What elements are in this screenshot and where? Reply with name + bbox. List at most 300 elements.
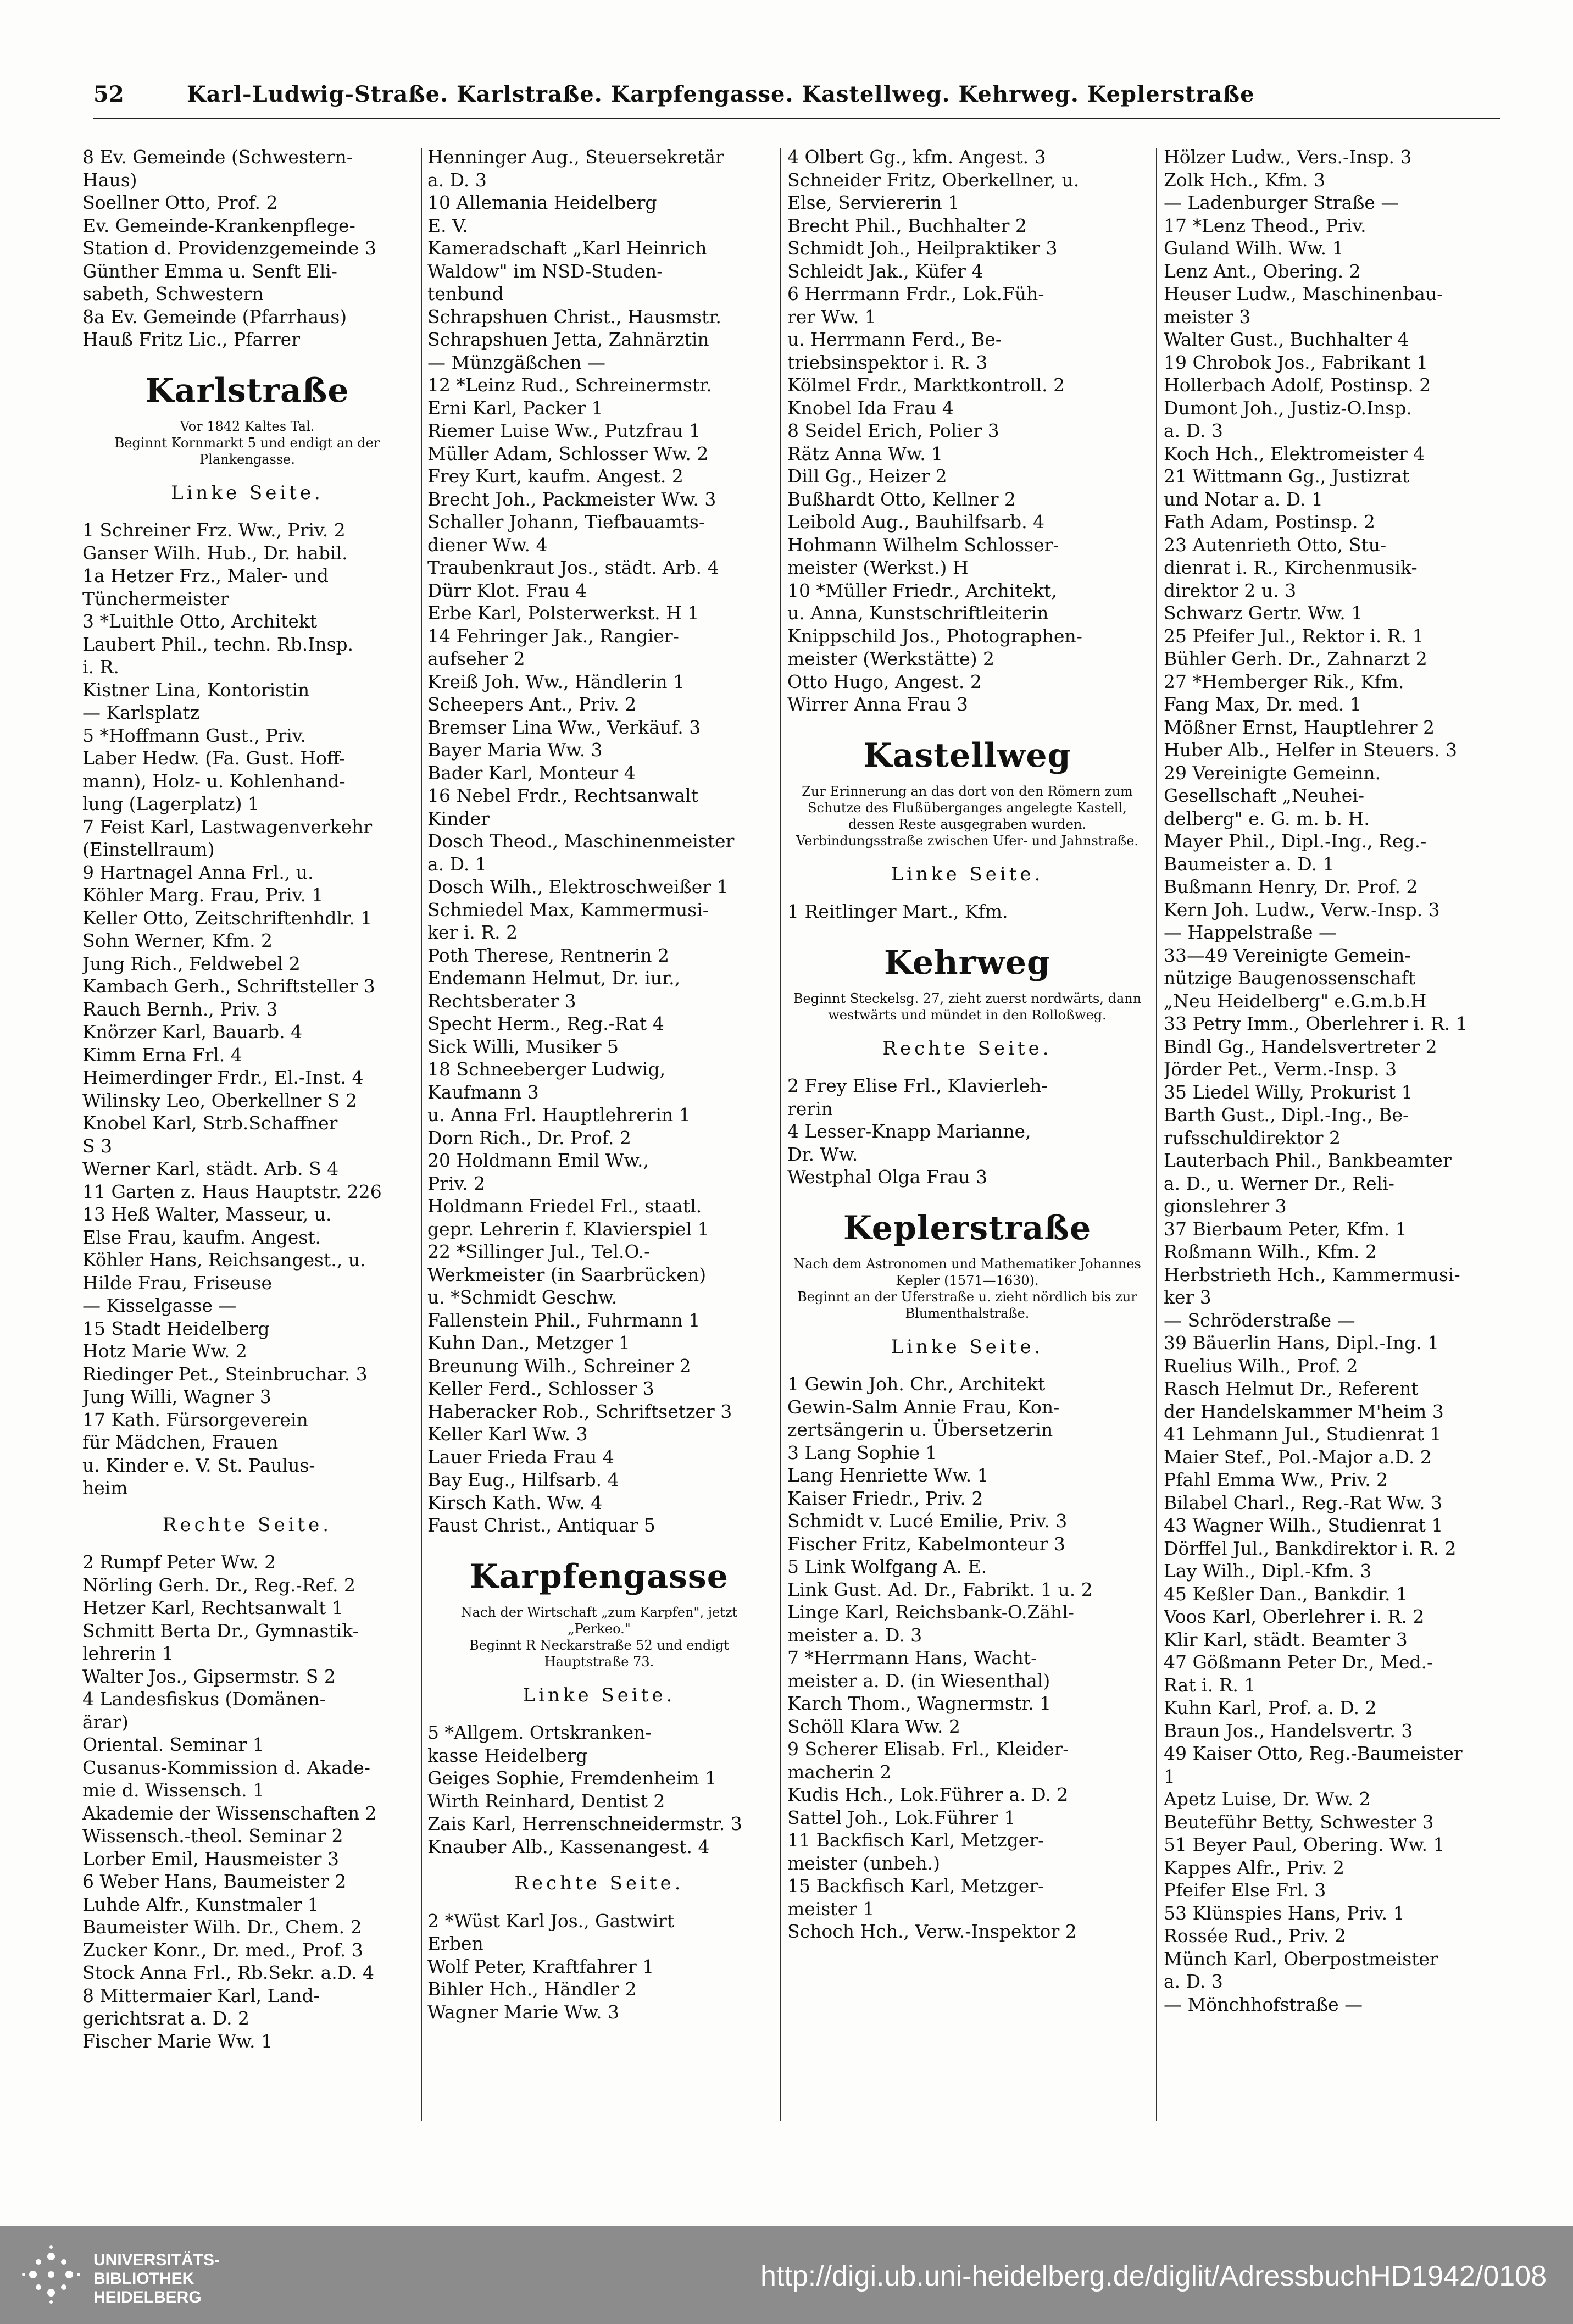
directory-entry: Walter Gust., Buchhalter 4 (1164, 329, 1409, 350)
header-rule (93, 118, 1500, 119)
directory-entry: Keller Otto, Zeitschriftenhdlr. 1 (82, 907, 373, 929)
directory-entry: a. D. 3 (1164, 1971, 1223, 1992)
directory-entry: Kuhn Dan., Metzger 1 (427, 1332, 630, 1354)
street-note: Vor 1842 Kaltes Tal. (180, 418, 315, 434)
directory-entry: Bühler Gerh. Dr., Zahnarzt 2 (1164, 648, 1427, 669)
column-divider (780, 148, 781, 2121)
directory-entry: 9 Hartnagel Anna Frl., u. (82, 861, 314, 883)
directory-entry: Akademie der Wissenschaften 2 (82, 1802, 377, 1824)
directory-entry: u. Kinder e. V. St. Paulus- (82, 1454, 315, 1476)
directory-entry: Zucker Konr., Dr. med., Prof. 3 (82, 1939, 363, 1961)
directory-entry: direktor 2 u. 3 (1164, 579, 1297, 601)
directory-entry: a. D. 3 (1164, 420, 1223, 441)
directory-entry: 6 Herrmann Frdr., Lok.Füh- (787, 283, 1044, 304)
directory-entry: 17 Kath. Fürsorgeverein (82, 1408, 308, 1430)
directory-entry: Poth Therese, Rentnerin 2 (427, 944, 670, 966)
directory-entry: 23 Autenrieth Otto, Stu- (1164, 534, 1387, 556)
directory-entry: Kirsch Kath. Ww. 4 (427, 1491, 603, 1513)
street-heading: Karpfengasse (470, 1557, 729, 1596)
directory-entry: Pfahl Emma Ww., Priv. 2 (1164, 1469, 1388, 1490)
directory-entry: Apetz Luise, Dr. Ww. 2 (1164, 1788, 1371, 1810)
directory-entry: Kinder (427, 807, 490, 829)
directory-entry: Riedinger Pet., Steinbruchar. 3 (82, 1363, 368, 1385)
directory-entry: u. *Schmidt Geschw. (427, 1286, 618, 1308)
directory-entry: Bilabel Charl., Reg.-Rat Ww. 3 (1164, 1491, 1443, 1513)
directory-entry: Nörling Gerh. Dr., Reg.-Ref. 2 (82, 1574, 355, 1596)
directory-entry: Knippschild Jos., Photographen- (787, 625, 1082, 647)
directory-entry: Laubert Phil., techn. Rb.Insp. (82, 633, 354, 655)
directory-entry: Gesellschaft „Neuhei- (1164, 785, 1365, 806)
directory-entry: Kambach Gerh., Schriftsteller 3 (82, 975, 375, 997)
directory-entry: sabeth, Schwestern (82, 283, 264, 304)
directory-entry: Sohn Werner, Kfm. 2 (82, 930, 273, 951)
directory-entry: dienrat i. R., Kirchenmusik- (1164, 557, 1418, 578)
street-note: Beginnt an der Uferstraße u. zieht nördlich bis zur Blumenthalstraße. (797, 1289, 1137, 1321)
directory-entry: Frey Kurt, kaufm. Angest. 2 (427, 465, 683, 487)
directory-entry: Schneider Fritz, Oberkellner, u. (787, 169, 1080, 191)
directory-entry: Kölmel Frdr., Marktkontroll. 2 (787, 374, 1065, 396)
directory-entry: Jung Rich., Feldwebel 2 (82, 952, 301, 974)
directory-entry: Schwarz Gertr. Ww. 1 (1164, 602, 1363, 624)
page-header (93, 81, 1500, 114)
directory-entry: Müller Adam, Schlosser Ww. 2 (427, 442, 709, 464)
directory-entry: 53 Klünspies Hans, Priv. 1 (1164, 1902, 1405, 1924)
directory-entry: 18 Schneeberger Ludwig, (427, 1058, 666, 1080)
directory-entry: Zolk Hch., Kfm. 3 (1164, 169, 1325, 191)
directory-entry: 49 Kaiser Otto, Reg.-Baumeister (1164, 1743, 1463, 1764)
directory-entry: a. D. 1 (427, 853, 487, 875)
side-label: Linke Seite. (171, 481, 324, 504)
directory-entry: Henninger Aug., Steuersekretär (427, 146, 724, 168)
library-footer (0, 2226, 1573, 2324)
directory-entry: Endemann Helmut, Dr. iur., (427, 967, 681, 989)
directory-entry: Rasch Helmut Dr., Referent (1164, 1378, 1419, 1399)
directory-entry: meister (unbeh.) (787, 1852, 941, 1874)
directory-entry: Schaller Johann, Tiefbauamts- (427, 511, 705, 533)
directory-entry: Otto Hugo, Angest. 2 (787, 670, 982, 692)
directory-entry: — Ladenburger Straße — (1164, 192, 1399, 213)
directory-entry: Dr. Ww. (787, 1143, 858, 1165)
directory-entry: 5 *Allgem. Ortskranken- (427, 1722, 652, 1743)
directory-entry: Rat i. R. 1 (1164, 1674, 1256, 1696)
directory-entry: Guland Wilh. Ww. 1 (1164, 237, 1344, 259)
directory-entry: Hohmann Wilhelm Schlosser- (787, 534, 1059, 556)
directory-entry: Werner Karl, städt. Arb. S 4 (82, 1158, 339, 1179)
directory-entry: ärar) (82, 1711, 129, 1733)
directory-entry: Knobel Karl, Strb.Schaffner (82, 1112, 338, 1134)
running-title: Karl-Ludwig-Straße. Karlstraße. Karpfengasse. Kastellweg. Kehrweg. Keplerstraße (187, 81, 1255, 107)
directory-entry: Rechtsberater 3 (427, 990, 576, 1012)
street-note: Nach der Wirtschaft „zum Karpfen", jetzt „Perkeo." (460, 1604, 738, 1637)
directory-entry: Link Gust. Ad. Dr., Fabrikt. 1 u. 2 (787, 1578, 1093, 1600)
directory-entry: Pfeifer Else Frl. 3 (1164, 1879, 1326, 1901)
directory-entry: a. D. 3 (427, 169, 487, 191)
directory-entry: Günther Emma u. Senft Eli- (82, 260, 337, 282)
directory-entry: Specht Herm., Reg.-Rat 4 (427, 1013, 664, 1034)
directory-entry: u. Anna, Kunstschriftleiterin (787, 602, 1049, 624)
street-heading: Karlstraße (145, 371, 349, 410)
directory-entry: Bußhardt Otto, Kellner 2 (787, 488, 1016, 510)
directory-entry: Lang Henriette Ww. 1 (787, 1465, 989, 1486)
directory-entry: meister (Werkst.) H (787, 557, 969, 578)
directory-entry: meister a. D. 3 (787, 1624, 922, 1646)
directory-entry: „Neu Heidelberg" e.G.m.b.H (1164, 990, 1427, 1012)
directory-entry: u. Herrmann Ferd., Be- (787, 329, 1002, 350)
directory-entry: Hollerbach Adolf, Postinsp. 2 (1164, 374, 1431, 396)
directory-entry: Kameradschaft „Karl Heinrich (427, 237, 707, 259)
column-1 (82, 146, 412, 2129)
directory-entry: Kern Joh. Ludw., Verw.-Insp. 3 (1164, 898, 1440, 920)
directory-entry: gerichtsrat a. D. 2 (82, 2007, 250, 2029)
directory-entry: Keller Karl Ww. 3 (427, 1423, 588, 1445)
directory-entry: rufsschuldirektor 2 (1164, 1127, 1341, 1149)
directory-entry: Köhler Marg. Frau, Priv. 1 (82, 884, 324, 906)
directory-entry: 5 *Hoffmann Gust., Priv. (82, 724, 307, 746)
street-note: Nach dem Astronomen und Mathematiker Johannes Kepler (1571—1630). (793, 1256, 1141, 1288)
directory-entry: 1 (1164, 1765, 1175, 1787)
directory-entry: 37 Bierbaum Peter, Kfm. 1 (1164, 1218, 1407, 1240)
directory-entry: 33—49 Vereinigte Gemein- (1164, 944, 1411, 966)
directory-entry: — Münzgäßchen — (427, 351, 606, 373)
directory-entry: ker 3 (1164, 1286, 1211, 1308)
directory-entry: E. V. (427, 214, 468, 236)
side-label: Rechte Seite. (162, 1513, 332, 1536)
directory-entry: Klir Karl, städt. Beamter 3 (1164, 1628, 1408, 1650)
directory-entry: Wagner Marie Ww. 3 (427, 2001, 619, 2023)
directory-entry: Schmitt Berta Dr., Gymnastik- (82, 1619, 359, 1641)
directory-entry: Mößner Ernst, Hauptlehrer 2 (1164, 716, 1435, 738)
directory-entry: Heuser Ludw., Maschinenbau- (1164, 283, 1443, 304)
directory-entry: Rauch Bernh., Priv. 3 (82, 998, 278, 1020)
university-library-logo (21, 2244, 81, 2305)
directory-entry: Lenz Ant., Obering. 2 (1164, 260, 1361, 282)
directory-entry: 4 Olbert Gg., kfm. Angest. 3 (787, 146, 1046, 168)
directory-entry: 17 *Lenz Theod., Priv. (1164, 214, 1366, 236)
directory-entry: i. R. (82, 656, 119, 678)
directory-entry: 10 Allemania Heidelberg (427, 192, 657, 213)
directory-entry: Fischer Marie Ww. 1 (82, 2030, 273, 2052)
column-divider (1156, 148, 1157, 2121)
directory-entry: rer Ww. 1 (787, 306, 876, 328)
directory-entry: Rätz Anna Ww. 1 (787, 442, 943, 464)
directory-entry: 1a Hetzer Frz., Maler- und (82, 565, 329, 586)
directory-entry: delberg" e. G. m. b. H. (1164, 807, 1370, 829)
directory-entry: Gewin-Salm Annie Frau, Kon- (787, 1396, 1060, 1418)
library-name: UNIVERSITÄTS- BIBLIOTHEK HEIDELBERG (93, 2251, 220, 2306)
directory-entry: Bußmann Henry, Dr. Prof. 2 (1164, 876, 1418, 897)
directory-entry: Herbstrieth Hch., Kammermusi- (1164, 1263, 1460, 1285)
directory-entry: 11 Backfisch Karl, Metzger- (787, 1829, 1044, 1851)
directory-entry: Schrapshuen Jetta, Zahnärztin (427, 329, 709, 350)
directory-entry: Hilde Frau, Friseuse (82, 1272, 273, 1294)
street-note: Zur Erinnerung an das dort von den Römern zum Schutze des Flußüberganges angelegte Kastell, dessen Reste ausgegraben wurden. (802, 783, 1133, 832)
directory-entry: Wissensch.-theol. Seminar 2 (82, 1825, 343, 1846)
directory-entry: Jung Willi, Wagner 3 (82, 1386, 271, 1407)
directory-entry: heim (82, 1477, 128, 1499)
directory-entry: Faust Christ., Antiquar 5 (427, 1515, 655, 1536)
directory-entry: Mayer Phil., Dipl.-Ing., Reg.- (1164, 830, 1427, 852)
directory-entry: 1 Reitlinger Mart., Kfm. (787, 901, 1008, 922)
directory-entry: Hetzer Karl, Rechtsanwalt 1 (82, 1597, 343, 1618)
directory-entry: Haus) (82, 169, 137, 191)
directory-entry: lehrerin 1 (82, 1643, 174, 1664)
directory-entry: Baumeister a. D. 1 (1164, 853, 1335, 875)
directory-entry: Priv. 2 (427, 1172, 486, 1194)
directory-entry: Zais Karl, Herrenschneidermstr. 3 (427, 1813, 742, 1834)
directory-entry: Dürr Klot. Frau 4 (427, 579, 587, 601)
directory-entry: Erben (427, 1933, 483, 1954)
directory-entry: 33 Petry Imm., Oberlehrer i. R. 1 (1164, 1013, 1468, 1034)
directory-entry: Schmidt Joh., Heilpraktiker 3 (787, 237, 1058, 259)
directory-entry: 4 Lesser-Knapp Marianne, (787, 1121, 1031, 1142)
directory-entry: Dill Gg., Heizer 2 (787, 465, 947, 487)
directory-entry: Dosch Theod., Maschinenmeister (427, 830, 735, 852)
directory-entry: Maier Stef., Pol.-Major a.D. 2 (1164, 1446, 1432, 1468)
directory-entry: Sattel Joh., Lok.Führer 1 (787, 1806, 1016, 1828)
directory-entry: 1 Schreiner Frz. Ww., Priv. 2 (82, 519, 346, 541)
directory-entry: meister (Werkstätte) 2 (787, 648, 995, 669)
directory-entry: Schleidt Jak., Küfer 4 (787, 260, 983, 282)
directory-entry: 5 Link Wolfgang A. E. (787, 1556, 987, 1577)
directory-entry: 14 Fehringer Jak., Rangier- (427, 625, 679, 647)
directory-entry: Schmidt v. Lucé Emilie, Priv. 3 (787, 1510, 1068, 1532)
directory-entry: 8 Seidel Erich, Polier 3 (787, 420, 999, 441)
directory-entry: Baumeister Wilh. Dr., Chem. 2 (82, 1916, 362, 1938)
directory-entry: 10 *Müller Friedr., Architekt, (787, 579, 1057, 601)
directory-entry: Rossée Rud., Priv. 2 (1164, 1925, 1347, 1946)
street-heading: Kastellweg (863, 736, 1071, 775)
directory-entry: 7 Feist Karl, Lastwagenverkehr (82, 816, 373, 837)
directory-entry: 22 *Sillinger Jul., Tel.O.- (427, 1241, 651, 1262)
directory-entry: Heimerdinger Frdr., El.-Inst. 4 (82, 1067, 364, 1088)
directory-entry: 3 Lang Sophie 1 (787, 1441, 937, 1463)
directory-entry: Ganser Wilh. Hub., Dr. habil. (82, 542, 348, 564)
directory-entry: Knauber Alb., Kassenangest. 4 (427, 1835, 710, 1857)
directory-entry: — Happelstraße — (1164, 922, 1337, 943)
directory-entry: Beuteführ Betty, Schwester 3 (1164, 1811, 1434, 1833)
directory-entry: diener Ww. 4 (427, 534, 548, 556)
directory-entry: — Karlsplatz (82, 702, 200, 723)
directory-entry: Wirth Reinhard, Dentist 2 (427, 1790, 665, 1812)
directory-entry: 35 Liedel Willy, Prokurist 1 (1164, 1081, 1413, 1103)
directory-entry: Bindl Gg., Handelsvertreter 2 (1164, 1035, 1437, 1057)
directory-entry: Jörder Pet., Verm.-Insp. 3 (1164, 1058, 1397, 1080)
directory-entry: mann), Holz- u. Kohlenhand- (82, 770, 346, 792)
directory-entry: Stock Anna Frl., Rb.Sekr. a.D. 4 (82, 1962, 375, 1983)
directory-entry: Soellner Otto, Prof. 2 (82, 192, 278, 213)
street-note: Beginnt Kornmarkt 5 und endigt an der Plankengasse. (114, 435, 380, 467)
directory-entry: zertsängerin u. Übersetzerin (787, 1419, 1053, 1440)
street-note: Beginnt Steckelsg. 27, zieht zuerst nordwärts, dann westwärts und mündet in den Rolloßweg. (793, 990, 1142, 1023)
directory-entry: nützige Baugenossenschaft (1164, 967, 1416, 989)
directory-entry: rerin (787, 1097, 833, 1119)
directory-entry: ker i. R. 2 (427, 922, 518, 943)
directory-entry: Walter Jos., Gipsermstr. S 2 (82, 1665, 336, 1687)
directory-entry: triebsinspektor i. R. 3 (787, 351, 988, 373)
directory-entry: Hölzer Ludw., Vers.-Insp. 3 (1164, 146, 1412, 168)
directory-entry: 8 Mittermaier Karl, Land- (82, 1984, 320, 2006)
directory-entry: Bremser Lina Ww., Verkäuf. 3 (427, 716, 701, 738)
directory-entry: 20 Holdmann Emil Ww., (427, 1150, 649, 1171)
directory-entry: Brecht Joh., Packmeister Ww. 3 (427, 488, 716, 510)
directory-entry: Kistner Lina, Kontoristin (82, 679, 310, 701)
directory-entry: Erni Karl, Packer 1 (427, 397, 603, 419)
directory-entry: — Mönchhofstraße — (1164, 1993, 1363, 2015)
directory-entry: Roßmann Wilh., Kfm. 2 (1164, 1241, 1377, 1262)
column-divider (421, 148, 422, 2121)
directory-entry: 3 *Luithle Otto, Architekt (82, 611, 318, 632)
directory-entry: Cusanus-Kommission d. Akade- (82, 1756, 370, 1778)
directory-entry: 29 Vereinigte Gemeinn. (1164, 762, 1381, 784)
directory-entry: Riemer Luise Ww., Putzfrau 1 (427, 420, 701, 441)
directory-entry: Westphal Olga Frau 3 (787, 1166, 988, 1188)
directory-entry: Lay Wilh., Dipl.-Kfm. 3 (1164, 1560, 1372, 1582)
directory-entry: Fischer Fritz, Kabelmonteur 3 (787, 1533, 1066, 1555)
directory-entry: Schöll Klara Ww. 2 (787, 1715, 960, 1737)
directory-entry: Lauterbach Phil., Bankbeamter (1164, 1150, 1452, 1171)
directory-entry: gionslehrer 3 (1164, 1195, 1287, 1217)
directory-entry: Waldow" im NSD-Studen- (427, 260, 663, 282)
directory-entry: Koch Hch., Elektromeister 4 (1164, 442, 1425, 464)
side-label: Linke Seite. (523, 1684, 676, 1706)
directory-entry: Kuhn Karl, Prof. a. D. 2 (1164, 1697, 1377, 1718)
directory-entry: Linge Karl, Reichsbank-O.Zähl- (787, 1601, 1074, 1623)
directory-entry: 21 Wittmann Gg., Justizrat (1164, 465, 1410, 487)
directory-entry: Else Frau, kaufm. Angest. (82, 1226, 321, 1248)
directory-entry: 15 Backfisch Karl, Metzger- (787, 1875, 1044, 1896)
directory-entry: 7 *Herrmann Hans, Wacht- (787, 1647, 1037, 1668)
directory-entry: 15 Stadt Heidelberg (82, 1317, 270, 1339)
directory-entry: mie d. Wissensch. 1 (82, 1779, 265, 1801)
directory-entry: Luhde Alfr., Kunstmaler 1 (82, 1893, 319, 1915)
directory-entry: Wirrer Anna Frau 3 (787, 694, 968, 715)
directory-entry: Kreiß Joh. Ww., Händlerin 1 (427, 670, 685, 692)
directory-entry: Ruelius Wilh., Prof. 2 (1164, 1355, 1358, 1377)
directory-entry: Wolf Peter, Kraftfahrer 1 (427, 1955, 654, 1977)
directory-entry: Hauß Fritz Lic., Pfarrer (82, 329, 300, 350)
directory-entry: Keller Ferd., Schlosser 3 (427, 1378, 654, 1399)
directory-entry: Lorber Emil, Hausmeister 3 (82, 1848, 339, 1870)
directory-entry: Schoch Hch., Verw.-Inspektor 2 (787, 1921, 1077, 1942)
directory-entry: aufseher 2 (427, 648, 525, 669)
directory-entry: 11 Garten z. Haus Hauptstr. 226 (82, 1180, 382, 1202)
directory-entry: 2 Frey Elise Frl., Klavierleh- (787, 1075, 1048, 1096)
side-label: Rechte Seite. (882, 1037, 1052, 1060)
directory-entry: Oriental. Seminar 1 (82, 1734, 264, 1755)
directory-entry: Breunung Wilh., Schreiner 2 (427, 1355, 691, 1377)
directory-entry: 19 Chrobok Jos., Fabrikant 1 (1164, 351, 1429, 373)
directory-entry: Knobel Ida Frau 4 (787, 397, 954, 419)
directory-entry: Werkmeister (in Saarbrücken) (427, 1263, 707, 1285)
directory-entry: Bihler Hch., Händler 2 (427, 1978, 637, 2000)
side-label: Linke Seite. (891, 863, 1044, 885)
directory-entry: 51 Beyer Paul, Obering. Ww. 1 (1164, 1834, 1445, 1855)
directory-entry: Station d. Providenzgemeinde 3 (82, 237, 376, 259)
directory-entry: Huber Alb., Helfer in Steuers. 3 (1164, 739, 1457, 761)
column-3 (787, 146, 1147, 2129)
directory-entry: 27 *Hemberger Rik., Kfm. (1164, 670, 1404, 692)
directory-entry: Bay Eug., Hilfsarb. 4 (427, 1469, 619, 1490)
street-note: Verbindungsstraße zwischen Ufer- und Jahnstraße. (796, 833, 1139, 848)
page-number: 52 (93, 81, 124, 107)
directory-entry: Voos Karl, Oberlehrer i. R. 2 (1164, 1606, 1425, 1627)
directory-entry: meister a. D. (in Wiesenthal) (787, 1669, 1050, 1691)
directory-entry: Fang Max, Dr. med. 1 (1164, 694, 1361, 715)
directory-entry: tenbund (427, 283, 504, 304)
side-label: Rechte Seite. (514, 1872, 684, 1894)
directory-entry: 45 Keßler Dan., Bankdir. 1 (1164, 1583, 1408, 1605)
directory-entry: Tünchermeister (82, 587, 229, 609)
directory-entry: Traubenkraut Jos., städt. Arb. 4 (427, 557, 719, 578)
directory-entry: Dörffel Jul., Bankdirektor i. R. 2 (1164, 1537, 1457, 1559)
side-label: Linke Seite. (891, 1335, 1044, 1358)
directory-entry: Leibold Aug., Bauhilfsarb. 4 (787, 511, 1045, 533)
directory-entry: 1 Gewin Joh. Chr., Architekt (787, 1373, 1046, 1395)
directory-entry: meister 1 (787, 1898, 875, 1920)
directory-entry: 25 Pfeifer Jul., Rektor i. R. 1 (1164, 625, 1424, 647)
directory-entry: 12 *Leinz Rud., Schreinermstr. (427, 374, 712, 396)
directory-entry: und Notar a. D. 1 (1164, 488, 1323, 510)
directory-entry: Ev. Gemeinde-Krankenpflege- (82, 214, 355, 236)
directory-entry: Kappes Alfr., Priv. 2 (1164, 1856, 1344, 1878)
directory-entry: Dosch Wilh., Elektroschweißer 1 (427, 876, 729, 897)
directory-entry: 4 Landesfiskus (Domänen- (82, 1688, 326, 1710)
directory-entry: Schmiedel Max, Kammermusi- (427, 898, 709, 920)
directory-entry: Fath Adam, Postinsp. 2 (1164, 511, 1376, 533)
directory-entry: Bayer Maria Ww. 3 (427, 739, 603, 761)
directory-entry: (Einstellraum) (82, 839, 215, 860)
directory-entry: a. D., u. Werner Dr., Reli- (1164, 1172, 1394, 1194)
directory-entry: Kimm Erna Frl. 4 (82, 1044, 242, 1066)
street-heading: Keplerstraße (843, 1208, 1092, 1247)
directory-entry: Sick Willi, Musiker 5 (427, 1035, 619, 1057)
directory-entry: 2 *Wüst Karl Jos., Gastwirt (427, 1910, 675, 1932)
directory-entry: Bader Karl, Monteur 4 (427, 762, 636, 784)
directory-entry: S 3 (82, 1135, 113, 1157)
column-2 (427, 146, 771, 2129)
directory-entry: gepr. Lehrerin f. Klavierspiel 1 (427, 1218, 709, 1240)
directory-entry: 16 Nebel Frdr., Rechtsanwalt (427, 785, 698, 806)
directory-entry: 13 Heß Walter, Masseur, u. (82, 1203, 332, 1225)
directory-entry: 8 Ev. Gemeinde (Schwestern- (82, 146, 353, 168)
directory-entry: 8a Ev. Gemeinde (Pfarrhaus) (82, 306, 347, 328)
directory-entry: — Schröderstraße — (1164, 1309, 1355, 1331)
street-note: Beginnt R Neckarstraße 52 und endigt Hauptstraße 73. (469, 1637, 730, 1669)
directory-entry: Braun Jos., Handelsvertr. 3 (1164, 1720, 1413, 1741)
directory-entry: Fallenstein Phil., Fuhrmann 1 (427, 1309, 701, 1331)
permalink-url[interactable]: http://digi.ub.uni-heidelberg.de/diglit/AdressbuchHD1942/0108 (760, 2260, 1547, 2292)
directory-entry: 43 Wagner Wilh., Studienrat 1 (1164, 1515, 1443, 1536)
directory-entry: meister 3 (1164, 306, 1251, 328)
directory-entry: kasse Heidelberg (427, 1744, 588, 1766)
directory-entry: Scheepers Ant., Priv. 2 (427, 694, 637, 715)
directory-entry: Schrapshuen Christ., Hausmstr. (427, 306, 721, 328)
directory-entry: Laber Hedw. (Fa. Gust. Hoff- (82, 747, 346, 769)
directory-entry: Dorn Rich., Dr. Prof. 2 (427, 1127, 631, 1149)
street-heading: Kehrweg (883, 943, 1050, 982)
directory-entry: 6 Weber Hans, Baumeister 2 (82, 1871, 347, 1892)
directory-entry: macherin 2 (787, 1761, 892, 1783)
directory-entry: Else, Serviererin 1 (787, 192, 960, 213)
directory-entry: Köhler Hans, Reichsangest., u. (82, 1249, 366, 1271)
directory-entry: 9 Scherer Elisab. Frl., Kleider- (787, 1738, 1069, 1760)
directory-entry: Kaiser Friedr., Priv. 2 (787, 1487, 983, 1509)
directory-entry: Knörzer Karl, Bauarb. 4 (82, 1021, 303, 1042)
directory-entry: Brecht Phil., Buchhalter 2 (787, 214, 1027, 236)
directory-entry: 41 Lehmann Jul., Studienrat 1 (1164, 1423, 1442, 1445)
directory-entry: Erbe Karl, Polsterwerkst. H 1 (427, 602, 699, 624)
directory-entry: Kudis Hch., Lok.Führer a. D. 2 (787, 1784, 1069, 1805)
